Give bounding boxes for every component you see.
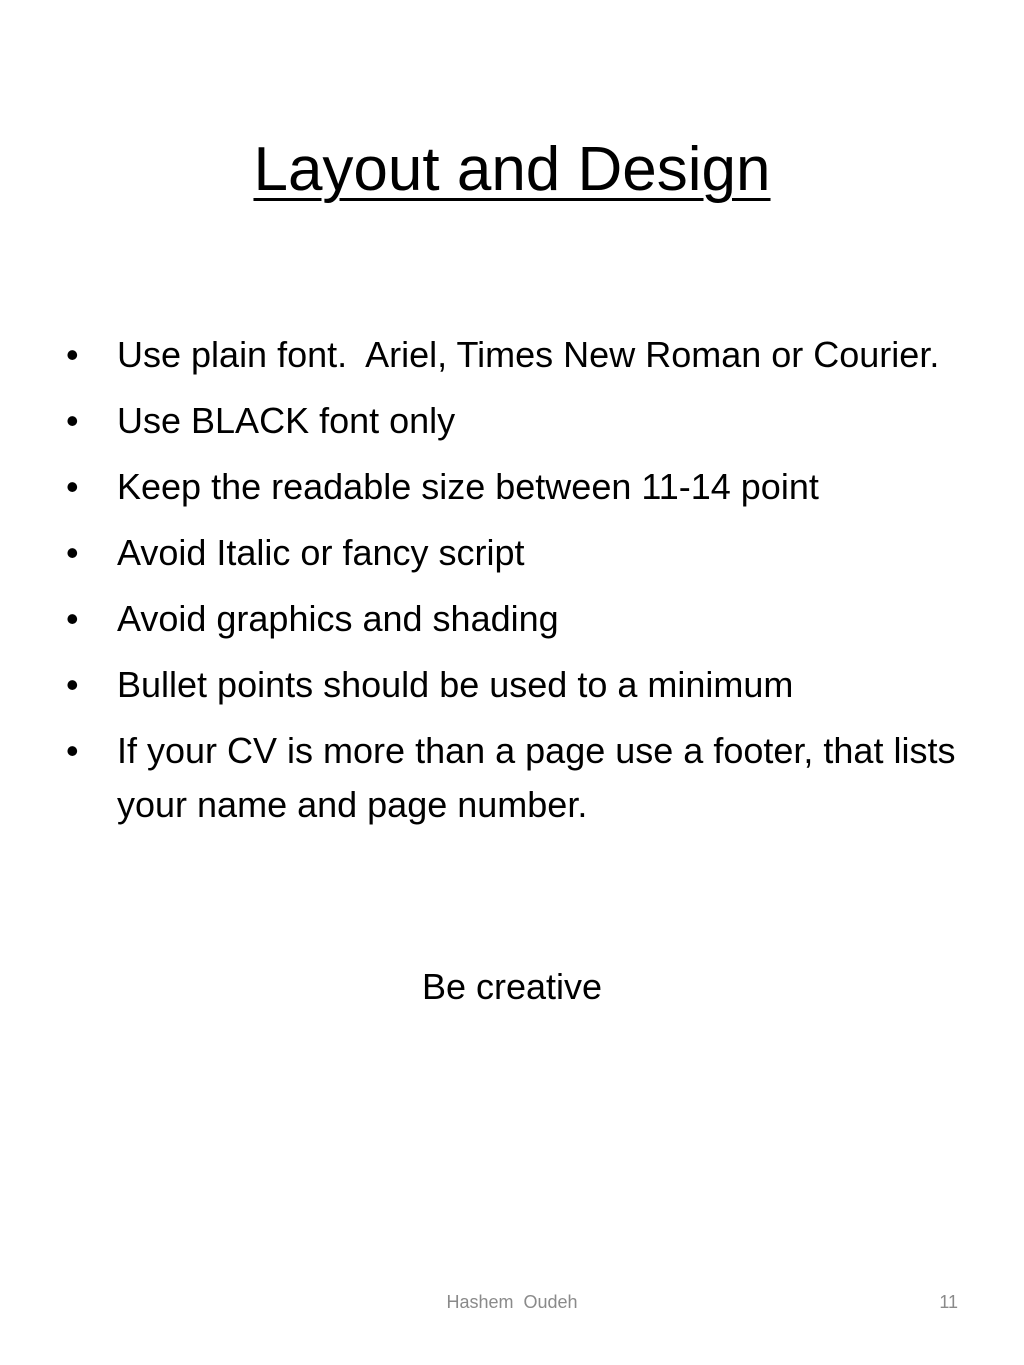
closing-text: Be creative — [421, 966, 603, 1007]
bullet-text: If your CV is more than a page use a footer, that lists your name and page number. — [117, 730, 966, 825]
bullet-icon: • — [66, 730, 79, 771]
bullet-item — [62, 592, 962, 646]
bullet-icon: • — [66, 664, 79, 705]
bullet-icon: • — [66, 334, 79, 375]
bullet-item — [62, 724, 966, 832]
bullet-icon: • — [66, 466, 79, 507]
footer-page-number: 11 — [939, 1292, 958, 1312]
bullet-item — [62, 658, 962, 712]
bullet-icon: • — [66, 400, 79, 441]
slide-title-text: Layout and Design — [253, 135, 771, 204]
bullet-list — [62, 328, 966, 844]
bullet-icon: • — [66, 532, 79, 573]
bullet-item — [62, 328, 962, 382]
bullet-item — [62, 394, 962, 448]
bullet-text: Keep the readable size between 11-14 point — [117, 466, 819, 507]
bullet-item — [62, 460, 962, 514]
bullet-item — [62, 526, 962, 580]
slide-title — [0, 128, 1024, 212]
bullet-text: Avoid Italic or fancy script — [117, 532, 525, 573]
bullet-text: Use BLACK font only — [117, 400, 456, 441]
bullet-text: Avoid graphics and shading — [117, 598, 559, 639]
bullet-icon: • — [66, 598, 79, 639]
footer-author: Hashem Oudeh — [446, 1292, 578, 1312]
bullet-text: Bullet points should be used to a minimum — [117, 664, 794, 705]
bullet-text: Use plain font. Ariel, Times New Roman or Courier. — [117, 334, 940, 375]
